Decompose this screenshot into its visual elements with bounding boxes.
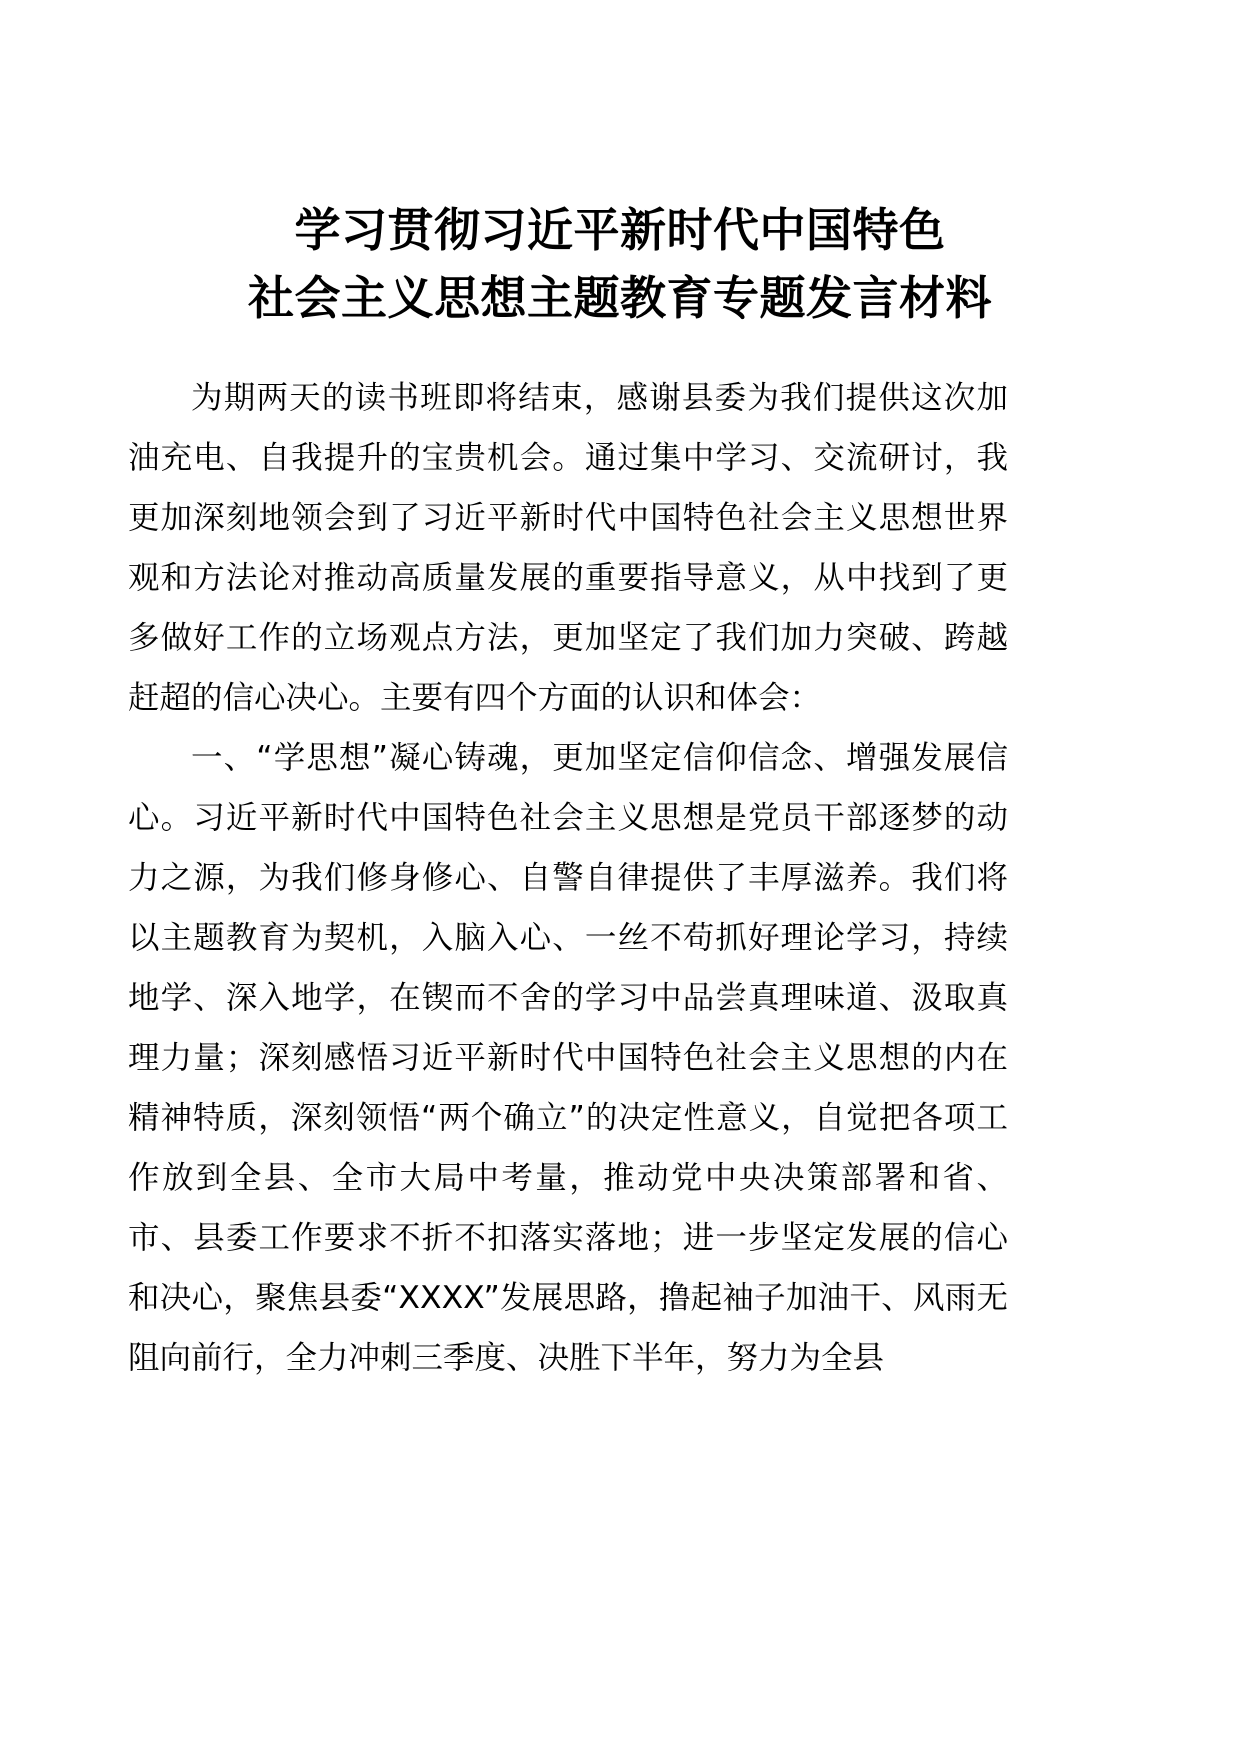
paragraph-section-one: 一、“学思想”凝心铸魂，更加坚定信仰信念、增强发展信心。习近平新时代中国特色社会主义思想是党员干部逐梦的动力之源，为我们修身修心、自警自律提供了丰厚滋养。我们将以主题教育为契机，入脑入心、一丝不苟抓好理论学习，持续地学、深入地学，在锲而不舍的学习中品尝真理味道、汲取真理力量；深刻感悟习近平新时代中国特色社会主义思想的内在精神特质，深刻领悟“两个确立”的决定性意义，自觉把各项工作放到全县、全市大局中考量，推动党中央决策部署和省、市、县委工作要求不折不扣落实落地；进一步坚定发展的信心和决心，聚焦县委“XXXX”发展思路，撸起袖子加油干、风雨无阻向前行，全力冲刺三季度、决胜下半年，努力为全县 — [128, 740, 1008, 1376]
paragraph-intro: 为期两天的读书班即将结束，感谢县委为我们提供这次加油充电、自我提升的宝贵机会。通过集中学习、交流研讨，我更加深刻地领会到了习近平新时代中国特色社会主义思想世界观和方法论对推动高质量发展的重要指导意义，从中找到了更多做好工作的立场观点方法，更加坚定了我们加力突破、跨越赶超的信心决心。主要有四个方面的认识和体会： — [128, 380, 1008, 716]
title-line-1: 学习贯彻习近平新时代中国特色 — [294, 203, 946, 257]
document-body — [128, 368, 1008, 1388]
title-line-2: 社会主义思想主题教育专题发言材料 — [248, 271, 992, 325]
page-title — [150, 196, 1090, 332]
